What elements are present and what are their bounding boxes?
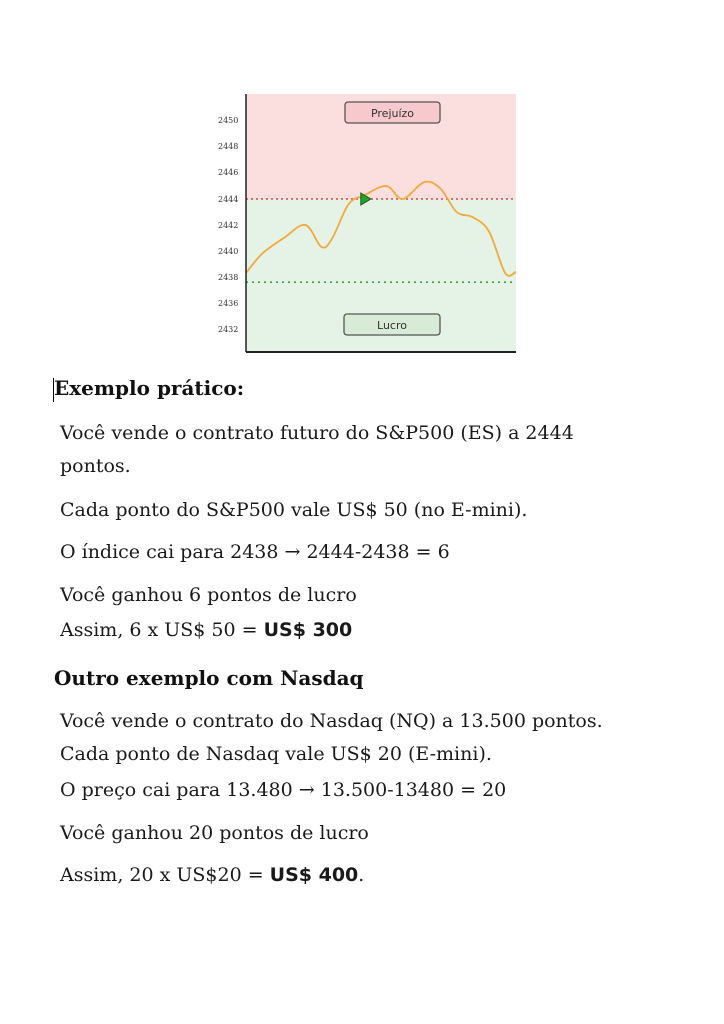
section1-result-value: US$ 300 bbox=[263, 619, 353, 641]
section1-line-4: O índice cai para 2438 → 2444-2438 = 6 bbox=[60, 541, 450, 563]
y-tick-label: 2440 bbox=[218, 247, 239, 256]
section1-result-prefix: Assim, 6 x US$ 50 = bbox=[60, 619, 264, 641]
section2-heading: Outro exemplo com Nasdaq bbox=[54, 666, 364, 690]
section2-line-3: O preço cai para 13.480 → 13.500-13480 = 20 bbox=[60, 779, 507, 801]
y-tick-label: 2446 bbox=[218, 168, 239, 177]
y-tick-label: 2444 bbox=[218, 195, 239, 204]
section1-line-2: pontos. bbox=[60, 455, 131, 477]
profit-label: Lucro bbox=[377, 319, 407, 332]
loss-label: Prejuízo bbox=[370, 107, 415, 120]
section2-line-4: Você ganhou 20 pontos de lucro bbox=[60, 822, 369, 844]
y-tick-label: 2432 bbox=[218, 325, 239, 334]
loss-label-box bbox=[345, 102, 440, 123]
y-tick-label: 2450 bbox=[218, 116, 239, 125]
section2-line-1: Você vende o contrato do Nasdaq (NQ) a 13.500 pontos. bbox=[60, 710, 603, 732]
section1-line-1: Você vende o contrato futuro do S&P500 (ES) a 2444 bbox=[60, 422, 574, 444]
y-tick-label: 2442 bbox=[218, 221, 239, 230]
section1-heading: Exemplo prático: bbox=[54, 376, 245, 400]
section2-result-prefix: Assim, 20 x US$20 = bbox=[60, 864, 270, 886]
y-tick-label: 2436 bbox=[218, 299, 239, 308]
y-tick-label: 2438 bbox=[218, 273, 239, 282]
y-tick-label: 2448 bbox=[218, 142, 239, 151]
profit-label-box bbox=[344, 314, 440, 335]
section1-result bbox=[60, 617, 352, 643]
trade-chart bbox=[212, 90, 520, 356]
chart-svg bbox=[212, 90, 520, 356]
section2-result-suffix: . bbox=[358, 864, 365, 886]
section2-line-2: Cada ponto de Nasdaq vale US$ 20 (E-mini). bbox=[60, 743, 492, 765]
section1-line-3: Cada ponto do S&P500 vale US$ 50 (no E-mini). bbox=[60, 499, 528, 521]
section1-line-5: Você ganhou 6 pontos de lucro bbox=[60, 584, 357, 606]
section2-result bbox=[60, 862, 364, 888]
section2-result-value: US$ 400 bbox=[269, 864, 359, 886]
